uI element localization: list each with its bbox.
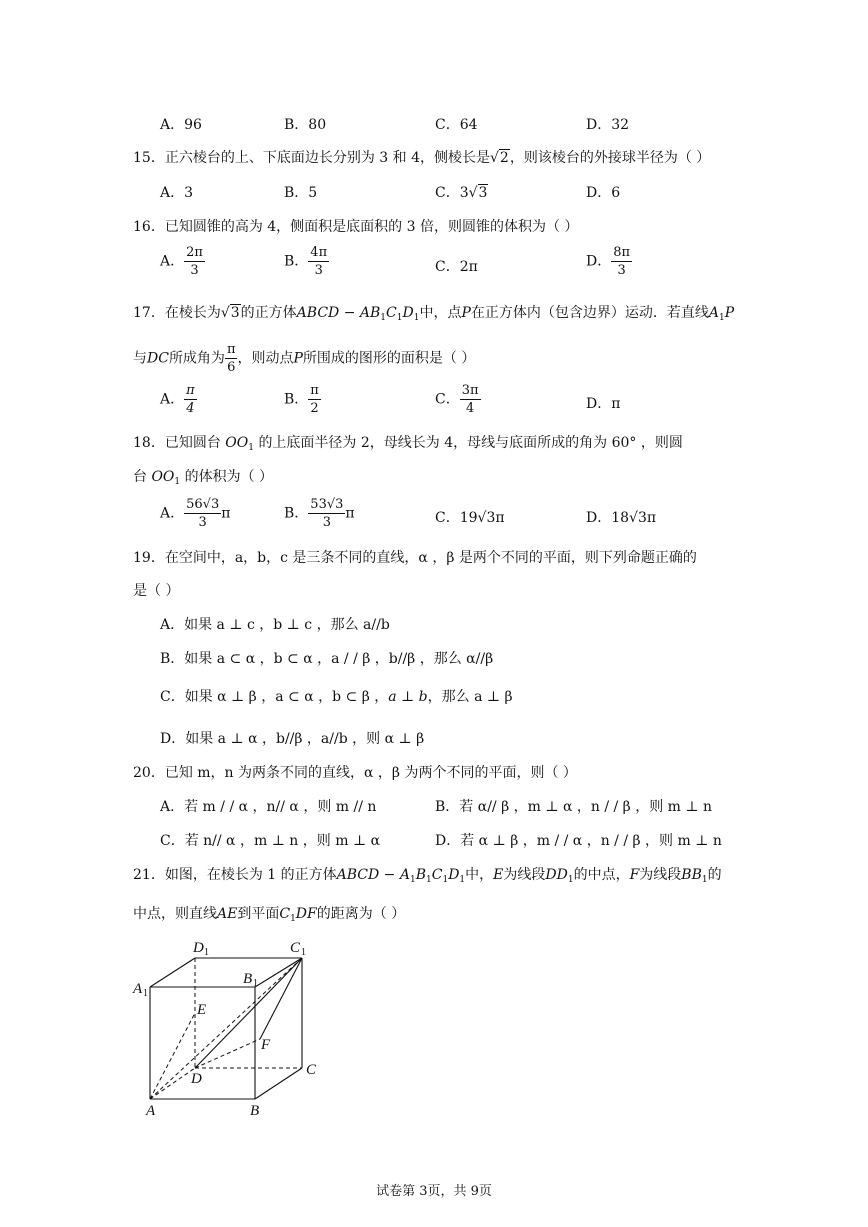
q19-option-c: C．如果 α ⊥ β ，a ⊂ α ，b ⊂ β ，a ⊥ b，那么 a ⊥ β [160, 689, 513, 705]
q16-option-d: D． $\frac{8\pi}{3}$ [586, 245, 631, 278]
q18-option-b: B． $\frac{53√3}{3}$ π [284, 497, 355, 530]
q18-stem-line1: 18．已知圆台 $OO_1$ 的上底面半径为 2，母线长为 4，母线与底面所成的角为 60° ，则圆 [133, 435, 683, 453]
q17-stem-line1: 17．在棱长为√3的正方体ABCD − $AB_1C_1D_1$中，点P在正方体内（包含边界）运动．若直线$A_1P$ [133, 305, 735, 323]
segment-c1f [260, 958, 302, 1039]
page-footer: 试卷第 3页，共 9页 [376, 1184, 492, 1199]
q14-option-b: B．80 [284, 117, 327, 133]
q20-option-a: A．若 m / / α ，n// α ，则 m // n [160, 799, 377, 815]
q14-option-c: C．64 [435, 117, 478, 133]
q16-stem: 16．已知圆锥的高为 4，侧面积是底面积的 3 倍，则圆锥的体积为（ ） [133, 219, 579, 235]
label-d1: D [193, 940, 204, 956]
label-f: F [261, 1037, 271, 1053]
q21-stem-line2: 中点，则直线AE到平面$C_1DF$的距离为（ ） [133, 906, 406, 924]
q16-option-c: C．2π [435, 259, 478, 275]
q21-stem-line1: 21．如图，在棱长为 1 的正方体ABCD − $A_1B_1C_1D_1$中，E为线段$DD_1$的中点，F为线段$BB_1$的 [133, 867, 722, 885]
label-a: A [146, 1103, 156, 1119]
q19-option-a: A．如果 a ⊥ c ，b ⊥ c ，那么 a//b [160, 617, 390, 633]
q15-option-c: C．3√3 [435, 185, 488, 201]
cube-figure [125, 935, 335, 1120]
q15-option-b: B．5 [284, 185, 318, 201]
q17-stem-line2: 与DC所成角为 $\frac{\pi}{6}$ ，则动点P所围成的图形的面积是（ ） [133, 342, 476, 375]
q18-option-a: A． $\frac{56√3}{3}$ π [160, 497, 231, 530]
q19-option-b: B．如果 a ⊂ α ，b ⊂ α ，a / / β ，b//β ，那么 α//β [160, 651, 494, 667]
q16-option-a: A． $\frac{2\pi}{3}$ [160, 245, 203, 278]
q15-stem: 15．正六棱台的上、下底面边长分别为 3 和 4，侧棱长是√2，则该棱台的外接球半径为（ ） [133, 150, 711, 166]
label-c: C [306, 1062, 317, 1078]
q15-option-d: D．6 [586, 185, 621, 201]
q19-stem-line1: 19．在空间中，a，b，c 是三条不同的直线，α ，β 是两个不同的平面，则下列命题正确的 [133, 550, 697, 566]
q14-option-d: D．32 [586, 117, 630, 133]
label-c1: C [290, 940, 301, 956]
q17-option-b: B． $\frac{\pi}{2}$ [284, 383, 319, 416]
q20-stem: 20．已知 m，n 为两条不同的直线，α ，β 为两个不同的平面，则（ ） [133, 765, 577, 781]
label-e: E [197, 1002, 207, 1018]
q19-stem-line2: 是（ ） [133, 583, 180, 599]
label-b: B [250, 1103, 260, 1119]
q17-option-d: D．π [586, 396, 621, 412]
svg-text:1: 1 [301, 947, 306, 958]
q18-option-c: C．19√3π [435, 510, 505, 526]
label-d: D [191, 1071, 202, 1087]
edge-bc [255, 1068, 302, 1099]
segment-ac1 [150, 958, 302, 1099]
q17-option-a: A． $\frac{\pi}{4}$ [160, 383, 195, 416]
edge-ad [150, 1068, 195, 1099]
svg-text:1: 1 [253, 978, 258, 989]
label-a1: A [133, 981, 143, 997]
q16-option-b: B． $\frac{4\pi}{3}$ [284, 245, 328, 278]
q20-option-b: B．若 α// β ，m ⊥ α ，n / / β ，则 m ⊥ n [435, 799, 713, 815]
q17-option-c: C． $\frac{3\pi}{4}$ [435, 383, 479, 416]
segment-df [195, 1039, 260, 1068]
q15-option-a: A．3 [160, 185, 194, 201]
svg-text:1: 1 [143, 988, 148, 999]
q20-option-d: D．若 α ⊥ β ，m / / α ，n / / β ，则 m ⊥ n [435, 833, 722, 849]
q19-option-d: D．如果 a ⊥ α ，b//β ，a//b ，则 α ⊥ β [160, 731, 425, 747]
svg-text:1: 1 [204, 947, 209, 958]
edge-a1d1 [150, 958, 195, 987]
q18-stem-line2: 台 $OO_1$ 的体积为（ ） [133, 469, 274, 487]
segment-ae [150, 1013, 195, 1099]
q18-option-d: D．18√3π [586, 510, 657, 526]
q14-option-a: A．96 [160, 117, 202, 133]
q20-option-c: C．若 n// α ，m ⊥ n ，则 m ⊥ α [160, 833, 381, 849]
label-b1: B [243, 971, 253, 987]
